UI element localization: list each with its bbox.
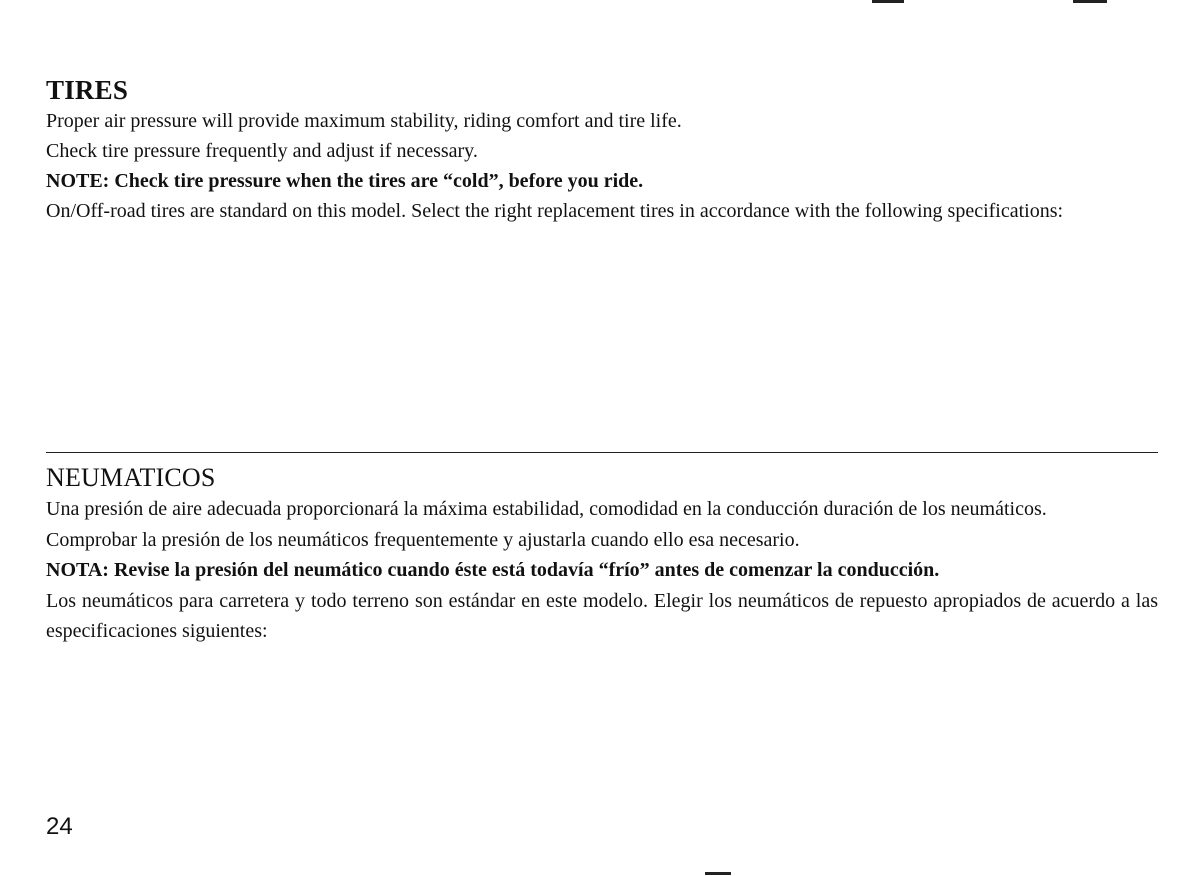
page-number: 24: [46, 813, 73, 840]
bottom-edge-mark: [705, 872, 731, 875]
paragraph-air-pressure: Una presión de aire adecuada proporcionará la máxima estabilidad, comodidad en la conducción duración de los neumáticos.: [46, 498, 1047, 520]
note-paragraph: [46, 166, 1158, 196]
note-label: NOTE:: [46, 170, 110, 192]
section-heading: TIRES: [46, 75, 129, 105]
note-paragraph: [46, 555, 1158, 586]
top-edge-mark: [1073, 0, 1107, 3]
paragraph-replacement-tires: On/Off-road tires are standard on this model. Select the right replacement tires in accordance with the following specifications:: [46, 200, 1064, 222]
tires-section-english: [46, 74, 1158, 226]
paragraph-air-pressure: Proper air pressure will provide maximum stability, riding comfort and tire life.: [46, 110, 682, 132]
top-edge-mark: [872, 0, 904, 3]
note-text: Check tire pressure when the tires are “cold”, before you ride.: [114, 170, 644, 192]
section-heading: NEUMATICOS: [46, 463, 216, 492]
tires-section-spanish: [46, 462, 1158, 647]
paragraph-check-pressure: Comprobar la presión de los neumáticos frequentemente y ajustarla cuando ello esa necesario.: [46, 528, 800, 551]
section-divider: [46, 452, 1158, 453]
paragraph-replacement-tires: Los neumáticos para carretera y todo terreno son estándar en este modelo. Elegir los neumáticos de repuesto apropiados de acuerdo a las especificaciones siguientes:: [46, 589, 1158, 642]
note-label: NOTA:: [46, 559, 109, 581]
note-text: Revise la presión del neumático cuando éste está todavía “frío” antes de comenzar la conducción.: [113, 559, 940, 581]
paragraph-check-pressure: Check tire pressure frequently and adjust if necessary.: [46, 140, 478, 162]
